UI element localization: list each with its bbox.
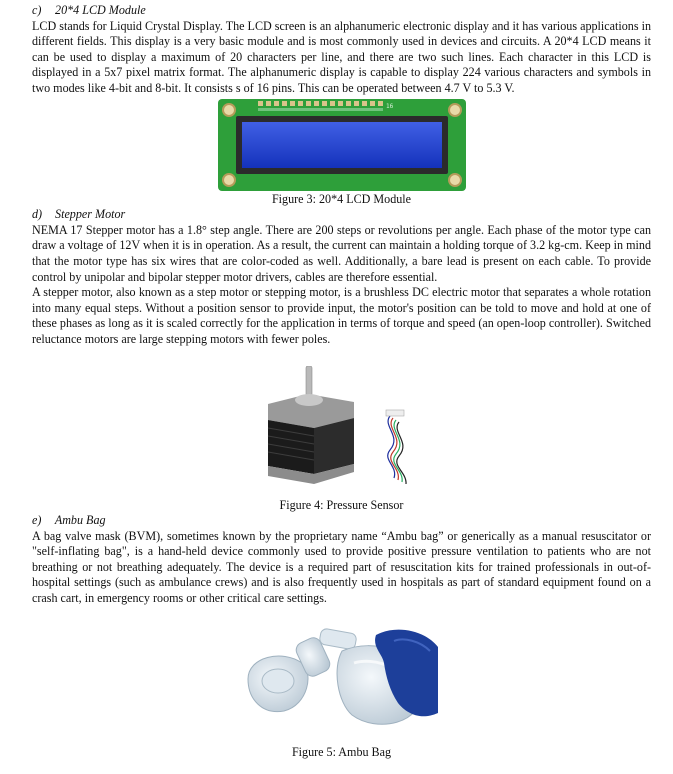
motor-shaft (306, 366, 312, 396)
section-stepper (32, 207, 651, 513)
figure-caption: Figure 4: Pressure Sensor (279, 497, 404, 512)
section-number: e) (32, 513, 42, 528)
figure-stepper (32, 366, 651, 494)
section-ambu-bag (32, 513, 651, 760)
ambu-bag-image (244, 617, 440, 735)
lcd-module-image (218, 99, 466, 191)
body-paragraph: A stepper motor, also known as a step motor or stepping motor, is a brushless DC electric motor that separates a whole rotation into many equal steps. Without a position sensor to provide input, the motor's position can be told to move and hold at one of these phases as long as it is scaled correctly for the application in terms of torque and speed (an open-loop controller). Switched reluctance motors are large stepping motors with fewer poles. (32, 285, 651, 346)
section-heading (32, 513, 651, 529)
mount-hole-icon (223, 174, 235, 186)
figure-ambu-bag (32, 617, 651, 735)
section-title: Stepper Motor (55, 207, 126, 222)
mount-hole-icon (449, 174, 461, 186)
motor-wires (387, 416, 405, 484)
figure-caption: Figure 3: 20*4 LCD Module (271, 191, 412, 206)
section-number: c) (32, 3, 42, 17)
motor-body (268, 420, 314, 474)
document-page (32, 3, 651, 760)
body-paragraph: LCD stands for Liquid Crystal Display. The LCD screen is an alphanumeric electronic display and it has various applications in different fields. This display is a very basic module and is most commonly used in devices and circuits. A 20*4 LCD means it can be used to display a maximum of 20 characters per line, and there are two such lines. Each character in this LCD is displayed in a 5x7 pixel matrix format. The alphanumeric display is capable to display 224 various characters and symbols in two modes like 4-bit and 8-bit. It consists s of 16 pins. This can be operated between 4.7 V to 5.3 V. (32, 18, 651, 95)
section-title: 20*4 LCD Module (55, 3, 146, 17)
mount-hole-icon (449, 104, 461, 116)
body-paragraph: A bag valve mask (BVM), sometimes known by the proprietary name “Ambu bag” or generically as a manual resuscitator or "self-inflating bag", is a hand-held device commonly used to provide positive pressure ventilation to patients who are not breathing or not breathing adequately. The device is a required part of resuscitation kits for trained professionals in out-of-hospital settings (such as ambulance crews) and is also frequently used in hospitals as part of standard equipment found on a crash cart, in emergency rooms or other critical care settings. (32, 528, 651, 606)
pin-label: 16 (385, 102, 393, 110)
figure-lcd (32, 99, 651, 191)
section-heading (32, 207, 651, 223)
section-title: Ambu Bag (54, 513, 106, 528)
figure-caption: Figure 5: Ambu Bag (291, 744, 392, 759)
section-heading (32, 3, 651, 19)
mount-hole-icon (223, 104, 235, 116)
body-paragraph: NEMA 17 Stepper motor has a 1.8° step angle. There are 200 steps or revolutions per angle. Each phase of the motor type can draw a voltage of 12V when it is in operation. As a result, the current can maintain a holding torque of 3.2 kg-cm. Keep in mind that the motor type has six wires that are color-coded as well. Additionally, a bare lead is present on each cable. To provide control by unipolar and bipolar stepper motor drivers, cables are therefore essential. (32, 222, 651, 284)
section-lcd (32, 3, 651, 207)
stepper-motor-image (262, 366, 422, 494)
section-number: d) (32, 207, 43, 222)
